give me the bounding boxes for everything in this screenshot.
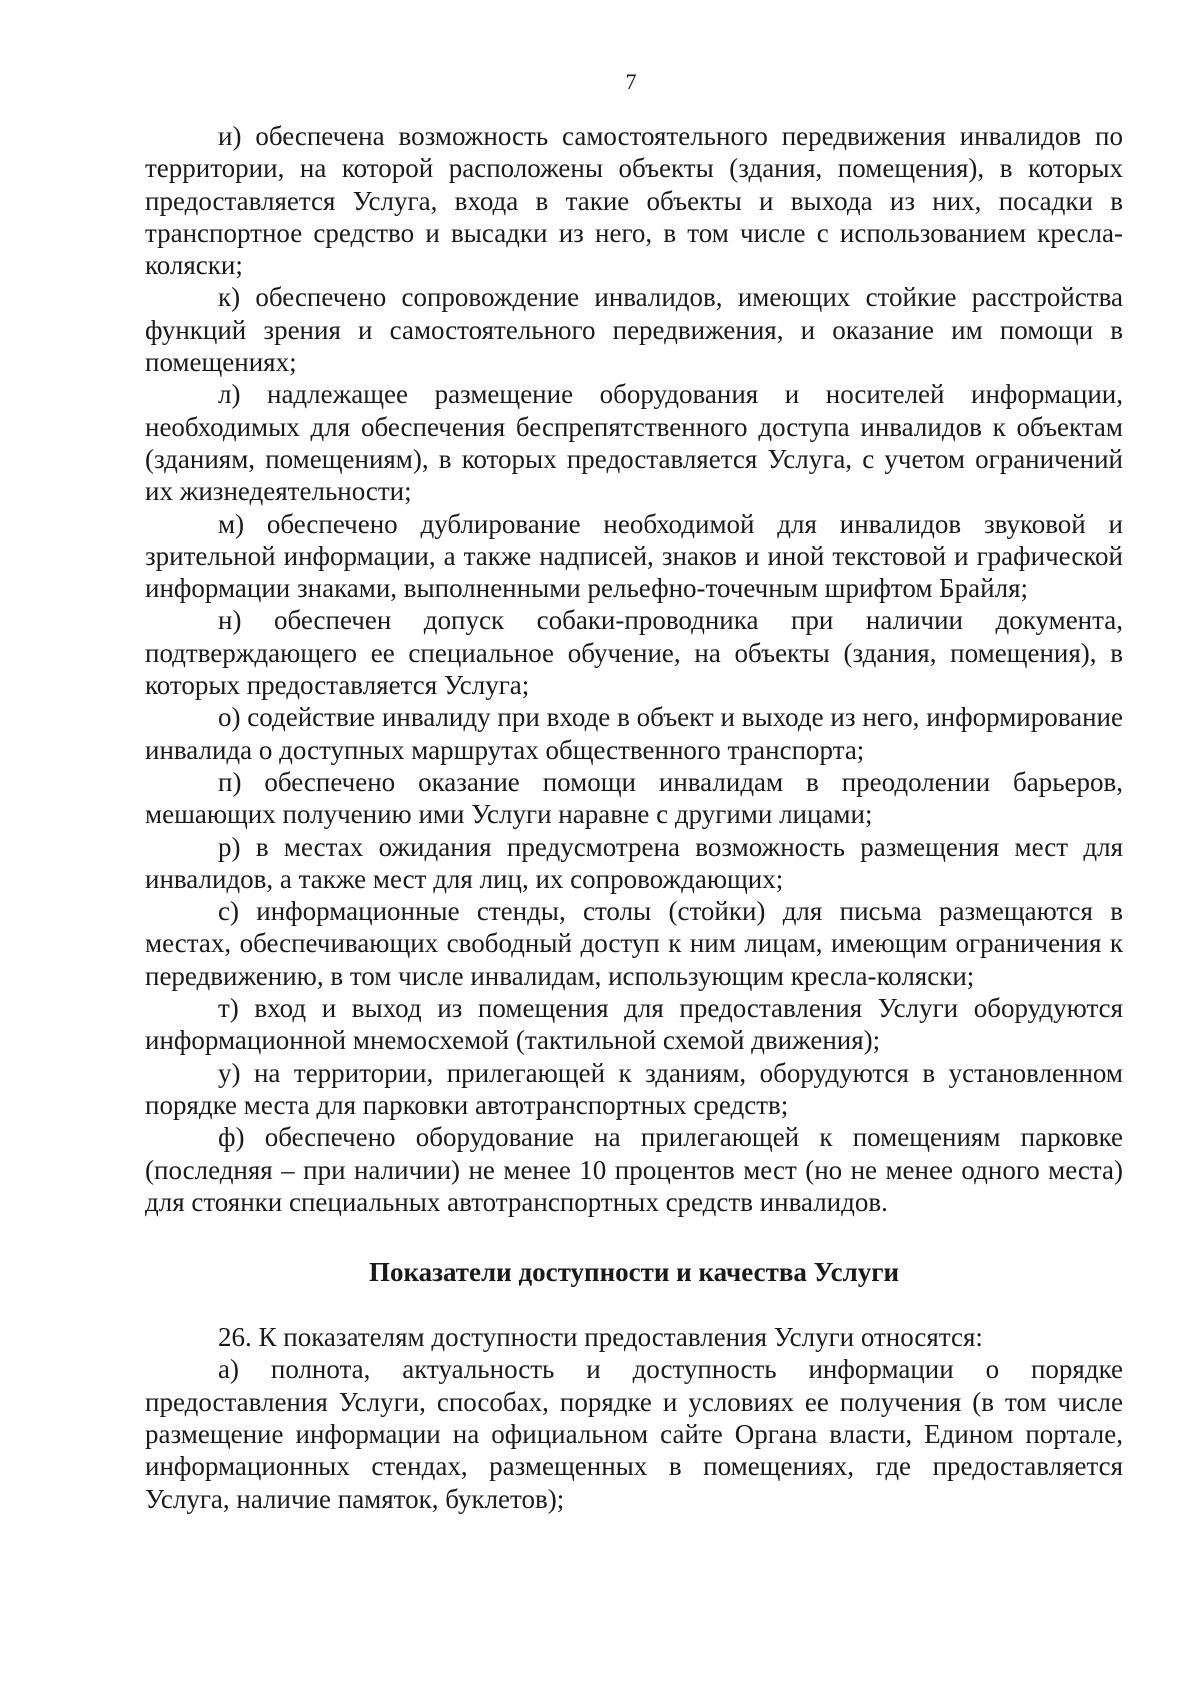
- paragraph-l: л) надлежащее размещение оборудования и носителей информации, необходимых для обеспечения беспрепятственного доступа инвалидов к объектам (зданиям, помещениям), в которых предоставляется Услуга, с учетом ограничений их жизнедеятельности;: [145, 379, 1123, 507]
- paragraph-r: р) в местах ожидания предусмотрена возможность размещения мест для инвалидов, а также мест для лиц, их сопровождающих;: [145, 831, 1123, 894]
- paragraph-t: т) вход и выход из помещения для предоставления Услуги оборудуются информационной мнемосхемой (тактильной схемой движения);: [145, 993, 1123, 1056]
- section-heading: Показатели доступности и качества Услуги: [368, 1257, 900, 1288]
- paragraph-f: ф) обеспечено оборудование на прилегающей к помещениям парковке (последняя – при наличии) не менее 10 процентов мест (но не менее одного места) для стоянки специальных автотранспортных средств инвалидов.: [145, 1122, 1123, 1217]
- paragraph-26: 26. К показателям доступности предоставления Услуги относятся:: [218, 1322, 983, 1353]
- page-number: 7: [625, 69, 637, 94]
- paragraph-a: а) полнота, актуальность и доступность информации о порядке предоставления Услуги, способах, порядке и условиях ее получения (в том числе размещение информации на официальном сайте Органа власти, Едином портале, информационных стендах, размещенных в помещениях, где предоставляется Услуга, наличие памяток, буклетов);: [145, 1354, 1123, 1514]
- paragraph-s: с) информационные стенды, столы (стойки) для письма размещаются в местах, обеспечивающих свободный доступ к ним лицам, имеющим ограничения к передвижению, в том числе инвалидам, использующим кресла-коляски;: [145, 896, 1123, 991]
- paragraph-o: о) содействие инвалиду при входе в объект и выходе из него, информирование инвалида о доступных маршрутах общественного транспорта;: [145, 702, 1123, 765]
- paragraph-k: к) обеспечено сопровождение инвалидов, имеющих стойкие расстройства функций зрения и самостоятельного передвижения, и оказание им помощи в помещениях;: [145, 282, 1123, 378]
- paragraph-p: п) обеспечено оказание помощи инвалидам в преодолении барьеров, мешающих получению ими Услуги наравне с другими лицами;: [145, 766, 1123, 830]
- paragraph-n: н) обеспечен допуск собаки-проводника при наличии документа, подтверждающего ее специальное обучение, на объекты (здания, помещения), в которых предоставляется Услуга;: [145, 605, 1123, 701]
- paragraph-i: и) обеспечена возможность самостоятельного передвижения инвалидов по территории, на которой расположены объекты (здания, помещения), в которых предоставляется Услуга, входа в такие объекты и выхода из них, посадки в транспортное средство и высадки из него, в том числе с использованием кресла-коляски;: [145, 121, 1123, 281]
- paragraph-u: у) на территории, прилегающей к зданиям, оборудуются в установленном порядке места для парковки автотранспортных средств;: [145, 1057, 1123, 1120]
- paragraph-m: м) обеспечено дублирование необходимой для инвалидов звуковой и зрительной информации, а также надписей, знаков и иной текстовой и графической информации знаками, выполненными рельефно-точечным шрифтом Брайля;: [145, 508, 1123, 604]
- document-body: [145, 120, 1123, 1515]
